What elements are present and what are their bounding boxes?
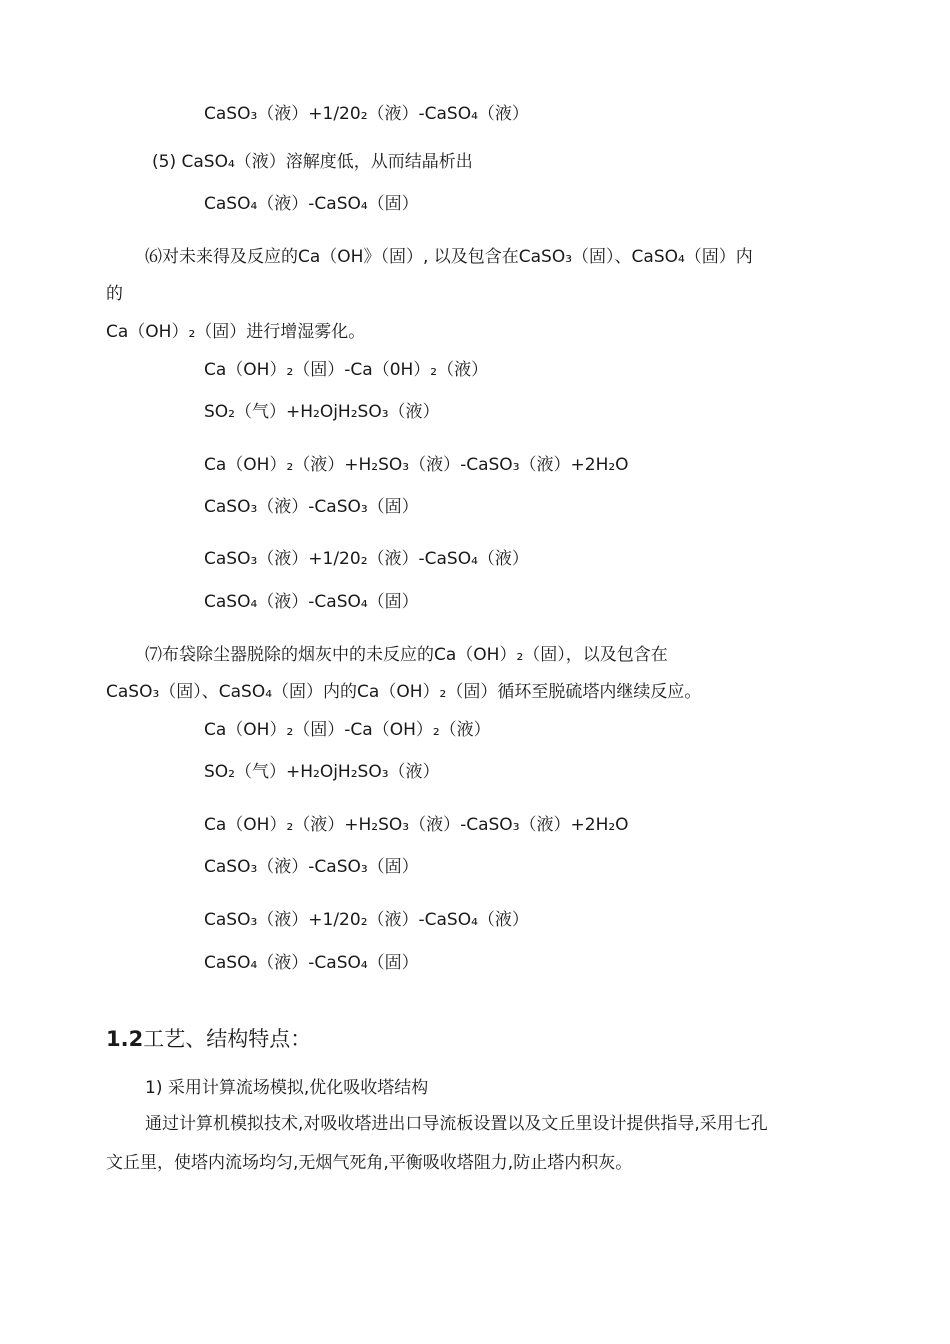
- list-item-6-line: 的: [106, 284, 123, 304]
- list-item-6-line: Ca（OH）₂（固）进行增湿雾化。: [106, 322, 366, 342]
- paragraph-line: 通过计算机模拟技术,对吸收塔进出口导流板设置以及文丘里设计提供指导,采用七孔: [145, 1114, 768, 1134]
- paragraph-line: 文丘里，使塔内流场均匀,无烟气死角,平衡吸收塔阻力,防止塔内积灰。: [106, 1153, 633, 1173]
- equation-line: CaSO₃（液）+1/20₂（液）-CaSO₄（液）: [204, 910, 529, 930]
- section-heading: [106, 1026, 311, 1052]
- section-number: 1.2: [106, 1027, 144, 1051]
- equation-line: Ca（OH）₂（液）+H₂SO₃（液）-CaSO₃（液）+2H₂O: [204, 455, 629, 475]
- section-title: 工艺、结构特点：: [143, 1027, 312, 1051]
- equation-line: CaSO₄（液）-CaSO₄（固）: [204, 953, 419, 973]
- list-item-6-line: ⑹对未来得及反应的Ca（OH》（固）, 以及包含在CaSO₃（固）、CaSO₄（固）内: [145, 247, 753, 267]
- equation-line: CaSO₄（液）-CaSO₄（固）: [204, 592, 419, 612]
- equation-line: Ca（OH）₂（液）+H₂SO₃（液）-CaSO₃（液）+2H₂O: [204, 815, 629, 835]
- list-item-7-line: CaSO₃（固）、CaSO₄（固）内的Ca（OH）₂（固）循环至脱硫塔内继续反应。: [106, 682, 702, 702]
- equation-line: Ca（OH）₂（固）-Ca（OH）₂（液）: [204, 720, 491, 740]
- equation-line: CaSO₄（液）-CaSO₄（固）: [204, 194, 419, 214]
- list-item-5: (5) CaSO₄（液）溶解度低，从而结晶析出: [152, 152, 473, 172]
- subsection-heading: 1) 采用计算流场模拟,优化吸收塔结构: [145, 1078, 429, 1098]
- list-item-7-line: ⑺布袋除尘器脱除的烟灰中的未反应的Ca（OH）₂（固），以及包含在: [145, 645, 668, 665]
- equation-line: CaSO₃（液）-CaSO₃（固）: [204, 857, 419, 877]
- equation-line: CaSO₃（液）+1/20₂（液）-CaSO₄（液）: [204, 549, 529, 569]
- equation-line: SO₂（气）+H₂OjH₂SO₃（液）: [204, 402, 440, 422]
- equation-line: SO₂（气）+H₂OjH₂SO₃（液）: [204, 762, 440, 782]
- equation-line: Ca（OH）₂（固）-Ca（0H）₂（液）: [204, 360, 489, 380]
- equation-line: CaSO₃（液）+1/20₂（液）-CaSO₄（液）: [204, 104, 529, 124]
- equation-line: CaSO₃（液）-CaSO₃（固）: [204, 497, 419, 517]
